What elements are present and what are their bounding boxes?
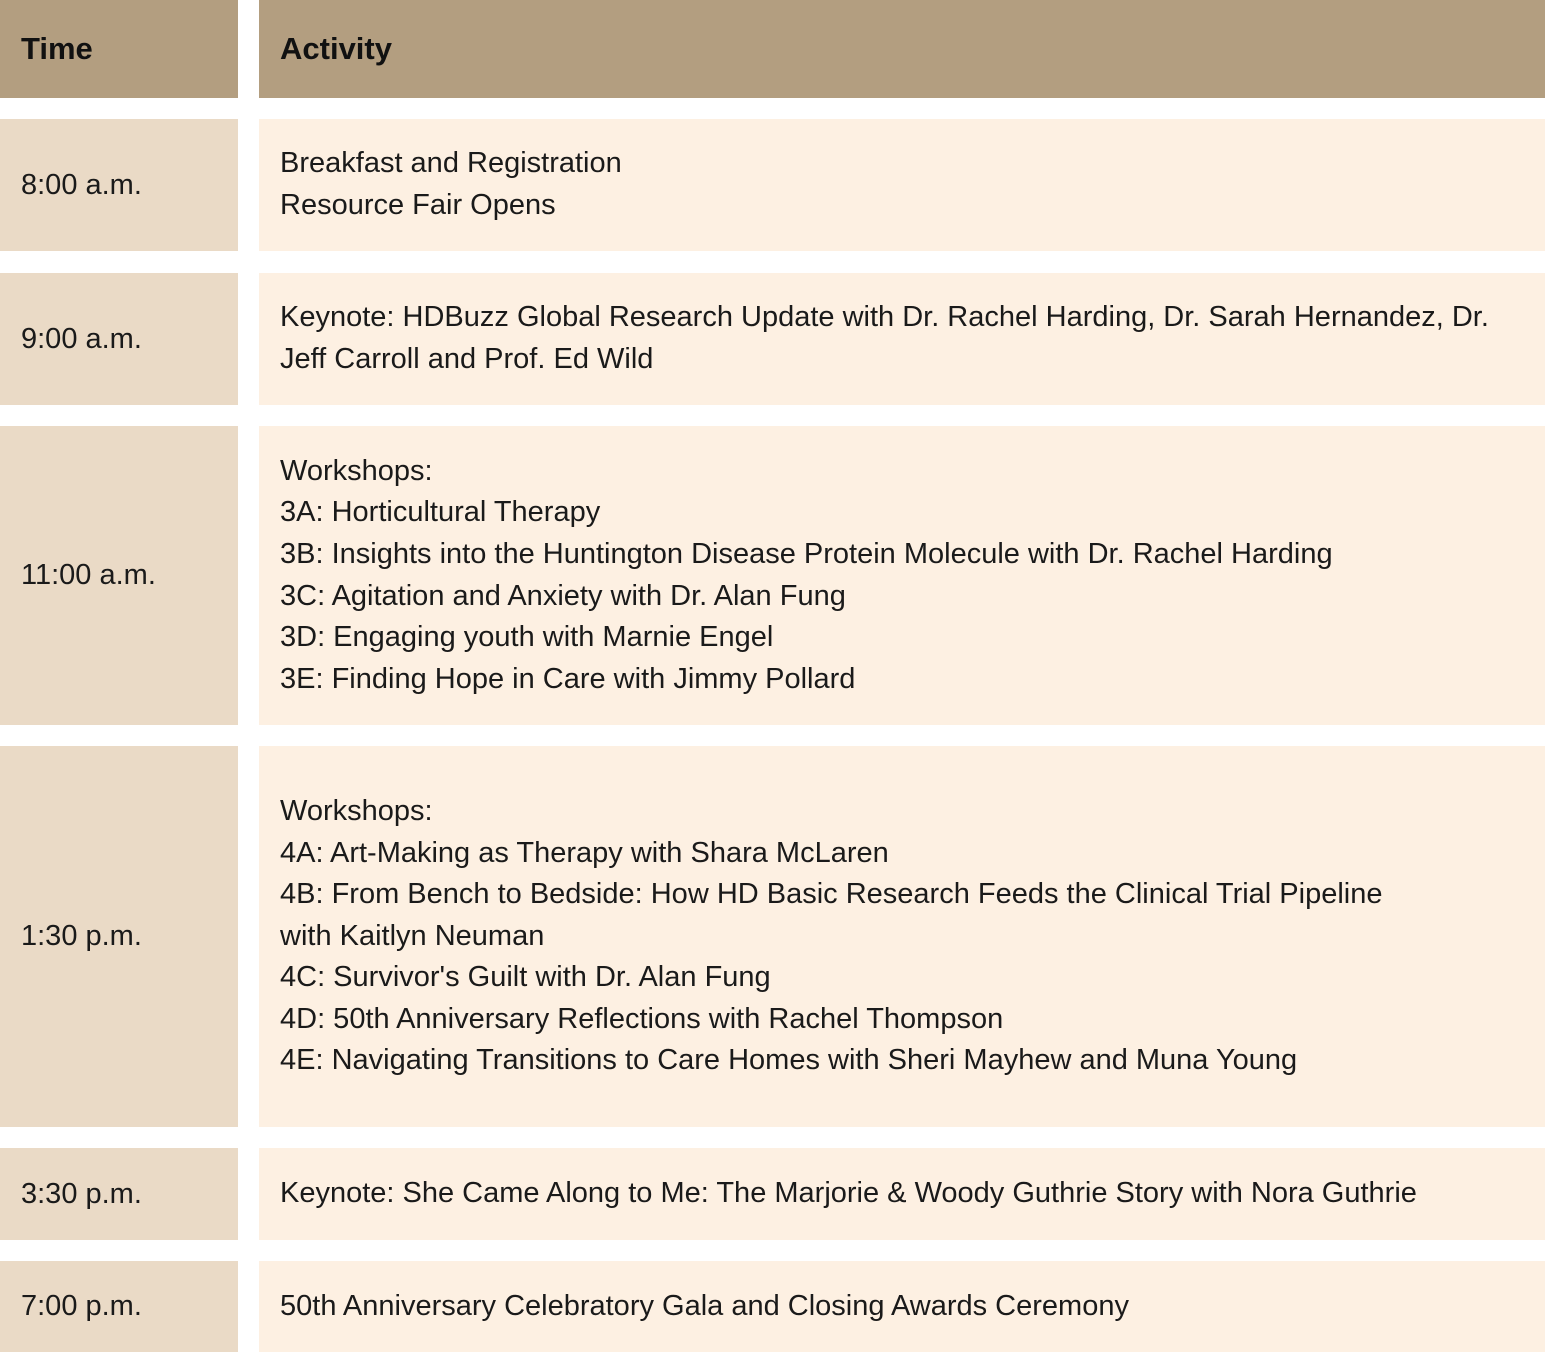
header-time-label: Time [21,31,93,66]
time-cell [0,1148,238,1240]
time-cell [0,119,238,251]
header-activity-label: Activity [280,31,392,66]
time-label: 8:00 a.m. [21,168,142,201]
activity-line: Breakfast and Registration [280,147,622,180]
activity-cell [259,426,1545,725]
activity-line: Keynote: HDBuzz Global Research Update with Dr. Rachel Harding, Dr. Sarah Hernandez, Dr. Jeff Carroll and Prof. Ed Wild [280,301,1489,375]
time-label: 7:00 p.m. [21,1290,142,1322]
activity-cell [259,1261,1545,1352]
time-cell [0,273,238,405]
time-cell [0,1261,238,1352]
header-activity-cell [259,0,1545,98]
activity-line: with Kaitlyn Neuman [280,919,545,952]
activity-line: 4B: From Bench to Bedside: How HD Basic Research Feeds the Clinical Trial Pipeline [280,878,1383,911]
time-label: 1:30 p.m. [21,920,142,952]
activity-line: 4E: Navigating Transitions to Care Homes with Sheri Mayhew and Muna Young [280,1044,1298,1077]
activity-line: 3C: Agitation and Anxiety with Dr. Alan Fung [280,579,846,612]
activity-line: 3E: Finding Hope in Care with Jimmy Pollard [280,662,856,695]
activity-line: Keynote: She Came Along to Me: The Marjorie & Woody Guthrie Story with Nora Guthrie [280,1177,1417,1210]
time-cell [0,426,238,725]
time-label: 9:00 a.m. [21,322,142,355]
activity-line: 3A: Horticultural Therapy [280,496,601,529]
activity-line: Resource Fair Opens [280,189,556,221]
activity-line: 50th Anniversary Celebratory Gala and Closing Awards Ceremony [280,1289,1129,1322]
activity-line: 3B: Insights into the Huntington Disease Protein Molecule with Dr. Rachel Harding [280,537,1333,570]
time-label: 11:00 a.m. [21,559,156,591]
activity-cell [259,273,1545,405]
activity-cell [259,746,1545,1127]
activity-line: 4D: 50th Anniversary Reflections with Rachel Thompson [280,1002,1004,1035]
header-time-cell [0,0,238,98]
activity-cell [259,1148,1545,1240]
activity-cell [259,119,1545,251]
activity-line: Workshops: [280,454,433,487]
activity-line: 3D: Engaging youth with Marnie Engel [280,621,774,654]
activity-line: Workshops: [280,794,433,827]
time-cell [0,746,238,1127]
time-label: 3:30 p.m. [21,1177,142,1210]
activity-line: 4A: Art-Making as Therapy with Shara McLaren [280,836,889,869]
activity-line: 4C: Survivor's Guilt with Dr. Alan Fung [280,961,771,994]
